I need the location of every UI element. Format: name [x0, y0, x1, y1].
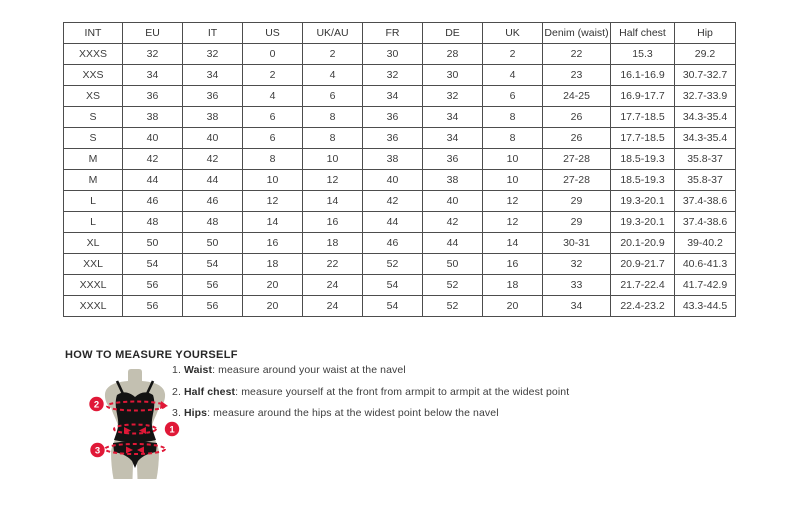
table-row	[64, 149, 736, 170]
table-cell: 22	[543, 44, 611, 65]
table-cell: 12	[483, 212, 543, 233]
measure-step	[172, 386, 569, 398]
table-row	[64, 233, 736, 254]
table-cell: 56	[123, 296, 183, 317]
column-header: Denim (waist)	[543, 23, 611, 44]
column-header: DE	[423, 23, 483, 44]
table-cell: 42	[423, 212, 483, 233]
step-number: 3.	[172, 407, 181, 419]
table-cell: 30.7-32.7	[675, 65, 736, 86]
table-cell: 20.9-21.7	[611, 254, 675, 275]
measure-steps-list	[172, 364, 569, 429]
table-cell: M	[64, 149, 123, 170]
marker-hips-number: 3	[94, 445, 101, 457]
table-cell: XXXL	[64, 275, 123, 296]
table-row	[64, 170, 736, 191]
table-cell: 34	[423, 128, 483, 149]
table-cell: 18	[243, 254, 303, 275]
table-cell: 54	[363, 275, 423, 296]
table-cell: 20	[243, 296, 303, 317]
table-cell: 50	[183, 233, 243, 254]
table-cell: 34.3-35.4	[675, 128, 736, 149]
table-cell: 18	[303, 233, 363, 254]
table-cell: 37.4-38.6	[675, 212, 736, 233]
table-cell: 52	[363, 254, 423, 275]
table-row	[64, 128, 736, 149]
table-cell: 43.3-44.5	[675, 296, 736, 317]
table-cell: 36	[423, 149, 483, 170]
size-table-container	[63, 22, 735, 317]
table-cell: 32	[543, 254, 611, 275]
table-cell: 40	[423, 191, 483, 212]
measure-section-heading: HOW TO MEASURE YOURSELF	[65, 349, 238, 361]
marker-chest-number: 2	[93, 399, 100, 411]
table-cell: 27-28	[543, 170, 611, 191]
table-cell: 48	[183, 212, 243, 233]
table-cell: 4	[483, 65, 543, 86]
table-cell: 32	[363, 65, 423, 86]
step-number: 2.	[172, 385, 181, 398]
table-cell: 54	[363, 296, 423, 317]
table-cell: 44	[363, 212, 423, 233]
table-cell: 2	[483, 44, 543, 65]
measure-step	[172, 364, 569, 376]
table-cell: 21.7-22.4	[611, 275, 675, 296]
table-cell: XXS	[64, 65, 123, 86]
table-cell: 26	[543, 128, 611, 149]
table-cell: 52	[423, 296, 483, 317]
table-cell: 32	[423, 86, 483, 107]
table-cell: 24	[303, 275, 363, 296]
table-cell: 18.5-19.3	[611, 170, 675, 191]
table-cell: 24-25	[543, 86, 611, 107]
table-cell: 16	[243, 233, 303, 254]
table-cell: 48	[123, 212, 183, 233]
table-cell: 28	[423, 44, 483, 65]
table-cell: 0	[243, 44, 303, 65]
table-cell: 14	[243, 212, 303, 233]
table-cell: 27-28	[543, 149, 611, 170]
table-cell: 15.3	[611, 44, 675, 65]
table-cell: M	[64, 170, 123, 191]
table-row	[64, 44, 736, 65]
table-cell: 14	[483, 233, 543, 254]
table-cell: 14	[303, 191, 363, 212]
table-cell: 12	[483, 191, 543, 212]
table-cell: S	[64, 128, 123, 149]
table-cell: 38	[423, 170, 483, 191]
table-cell: 36	[123, 86, 183, 107]
table-row	[64, 86, 736, 107]
table-cell: 42	[363, 191, 423, 212]
column-header: IT	[183, 23, 243, 44]
table-row	[64, 275, 736, 296]
table-row	[64, 212, 736, 233]
table-cell: 34	[543, 296, 611, 317]
table-cell: 18.5-19.3	[611, 149, 675, 170]
table-cell: 41.7-42.9	[675, 275, 736, 296]
table-cell: 34	[123, 65, 183, 86]
marker-waist-number: 1	[169, 424, 175, 436]
table-cell: 38	[183, 107, 243, 128]
column-header: INT	[64, 23, 123, 44]
table-cell: 17.7-18.5	[611, 128, 675, 149]
table-cell: 6	[243, 107, 303, 128]
table-cell: 8	[303, 107, 363, 128]
step-number: 1.	[172, 364, 181, 376]
table-cell: XXXL	[64, 296, 123, 317]
table-cell: 8	[243, 149, 303, 170]
table-cell: L	[64, 212, 123, 233]
table-row	[64, 107, 736, 128]
step-label: Waist	[183, 364, 213, 376]
table-cell: 6	[483, 86, 543, 107]
table-header-row	[64, 23, 736, 44]
column-header: UK	[483, 23, 543, 44]
table-cell: 10	[483, 170, 543, 191]
table-cell: 50	[423, 254, 483, 275]
step-label: Half chest	[183, 385, 236, 398]
column-header: Half chest	[611, 23, 675, 44]
table-cell: 36	[183, 86, 243, 107]
table-cell: 36	[363, 107, 423, 128]
table-cell: 16.1-16.9	[611, 65, 675, 86]
table-cell: 20.1-20.9	[611, 233, 675, 254]
table-cell: XS	[64, 86, 123, 107]
table-cell: 34.3-35.4	[675, 107, 736, 128]
table-cell: 30	[423, 65, 483, 86]
table-cell: 46	[183, 191, 243, 212]
table-cell: 29	[543, 212, 611, 233]
table-cell: 30	[363, 44, 423, 65]
table-cell: 34	[423, 107, 483, 128]
table-cell: 50	[123, 233, 183, 254]
table-cell: 19.3-20.1	[611, 191, 675, 212]
column-header: Hip	[675, 23, 736, 44]
table-cell: 38	[123, 107, 183, 128]
table-cell: 29	[543, 191, 611, 212]
column-header: EU	[123, 23, 183, 44]
table-cell: 32	[183, 44, 243, 65]
table-cell: 10	[483, 149, 543, 170]
step-label: Hips	[183, 407, 208, 419]
table-cell: S	[64, 107, 123, 128]
table-cell: 16.9-17.7	[611, 86, 675, 107]
table-cell: 35.8-37	[675, 149, 736, 170]
table-cell: 52	[423, 275, 483, 296]
table-cell: 17.7-18.5	[611, 107, 675, 128]
table-cell: 40	[123, 128, 183, 149]
table-cell: 12	[243, 191, 303, 212]
table-cell: 10	[243, 170, 303, 191]
table-cell: 42	[123, 149, 183, 170]
column-header: FR	[363, 23, 423, 44]
table-cell: 19.3-20.1	[611, 212, 675, 233]
step-text: : measure around your waist at the navel	[212, 364, 406, 376]
table-cell: 40	[363, 170, 423, 191]
table-cell: 30-31	[543, 233, 611, 254]
table-cell: 8	[483, 107, 543, 128]
table-cell: 46	[363, 233, 423, 254]
table-row	[64, 191, 736, 212]
table-cell: 44	[423, 233, 483, 254]
table-cell: 54	[123, 254, 183, 275]
table-cell: 37.4-38.6	[675, 191, 736, 212]
table-cell: 33	[543, 275, 611, 296]
table-cell: 38	[363, 149, 423, 170]
table-cell: XXL	[64, 254, 123, 275]
table-cell: 39-40.2	[675, 233, 736, 254]
table-cell: 42	[183, 149, 243, 170]
table-cell: 22	[303, 254, 363, 275]
table-cell: 26	[543, 107, 611, 128]
step-text: : measure around the hips at the widest point below the navel	[207, 407, 499, 419]
table-cell: 22.4-23.2	[611, 296, 675, 317]
table-cell: 24	[303, 296, 363, 317]
size-table	[63, 22, 736, 317]
table-cell: 32	[123, 44, 183, 65]
table-cell: 44	[183, 170, 243, 191]
table-cell: 6	[303, 86, 363, 107]
table-cell: 4	[243, 86, 303, 107]
table-cell: 16	[303, 212, 363, 233]
table-cell: 56	[183, 275, 243, 296]
table-cell: 8	[483, 128, 543, 149]
table-cell: 18	[483, 275, 543, 296]
table-cell: 10	[303, 149, 363, 170]
table-cell: 40	[183, 128, 243, 149]
measure-step	[172, 407, 569, 419]
table-cell: 56	[183, 296, 243, 317]
table-cell: 40.6-41.3	[675, 254, 736, 275]
table-cell: XL	[64, 233, 123, 254]
table-cell: 20	[483, 296, 543, 317]
table-cell: 29.2	[675, 44, 736, 65]
mannequin-illustration	[84, 369, 186, 481]
table-cell: XXXS	[64, 44, 123, 65]
table-row	[64, 296, 736, 317]
table-cell: 36	[363, 128, 423, 149]
table-row	[64, 65, 736, 86]
table-cell: 16	[483, 254, 543, 275]
step-text: : measure yourself at the front from armpit to armpit at the widest point	[235, 385, 570, 398]
table-cell: 2	[303, 44, 363, 65]
table-row	[64, 254, 736, 275]
column-header: UK/AU	[303, 23, 363, 44]
table-cell: 4	[303, 65, 363, 86]
table-cell: 46	[123, 191, 183, 212]
table-cell: 2	[243, 65, 303, 86]
table-cell: 44	[123, 170, 183, 191]
table-cell: 35.8-37	[675, 170, 736, 191]
measurement-figure	[84, 369, 186, 481]
table-cell: 6	[243, 128, 303, 149]
table-cell: 12	[303, 170, 363, 191]
table-cell: 23	[543, 65, 611, 86]
table-cell: 32.7-33.9	[675, 86, 736, 107]
table-cell: 34	[363, 86, 423, 107]
table-cell: 56	[123, 275, 183, 296]
table-cell: 34	[183, 65, 243, 86]
table-cell: 20	[243, 275, 303, 296]
table-cell: L	[64, 191, 123, 212]
table-cell: 8	[303, 128, 363, 149]
table-cell: 54	[183, 254, 243, 275]
column-header: US	[243, 23, 303, 44]
